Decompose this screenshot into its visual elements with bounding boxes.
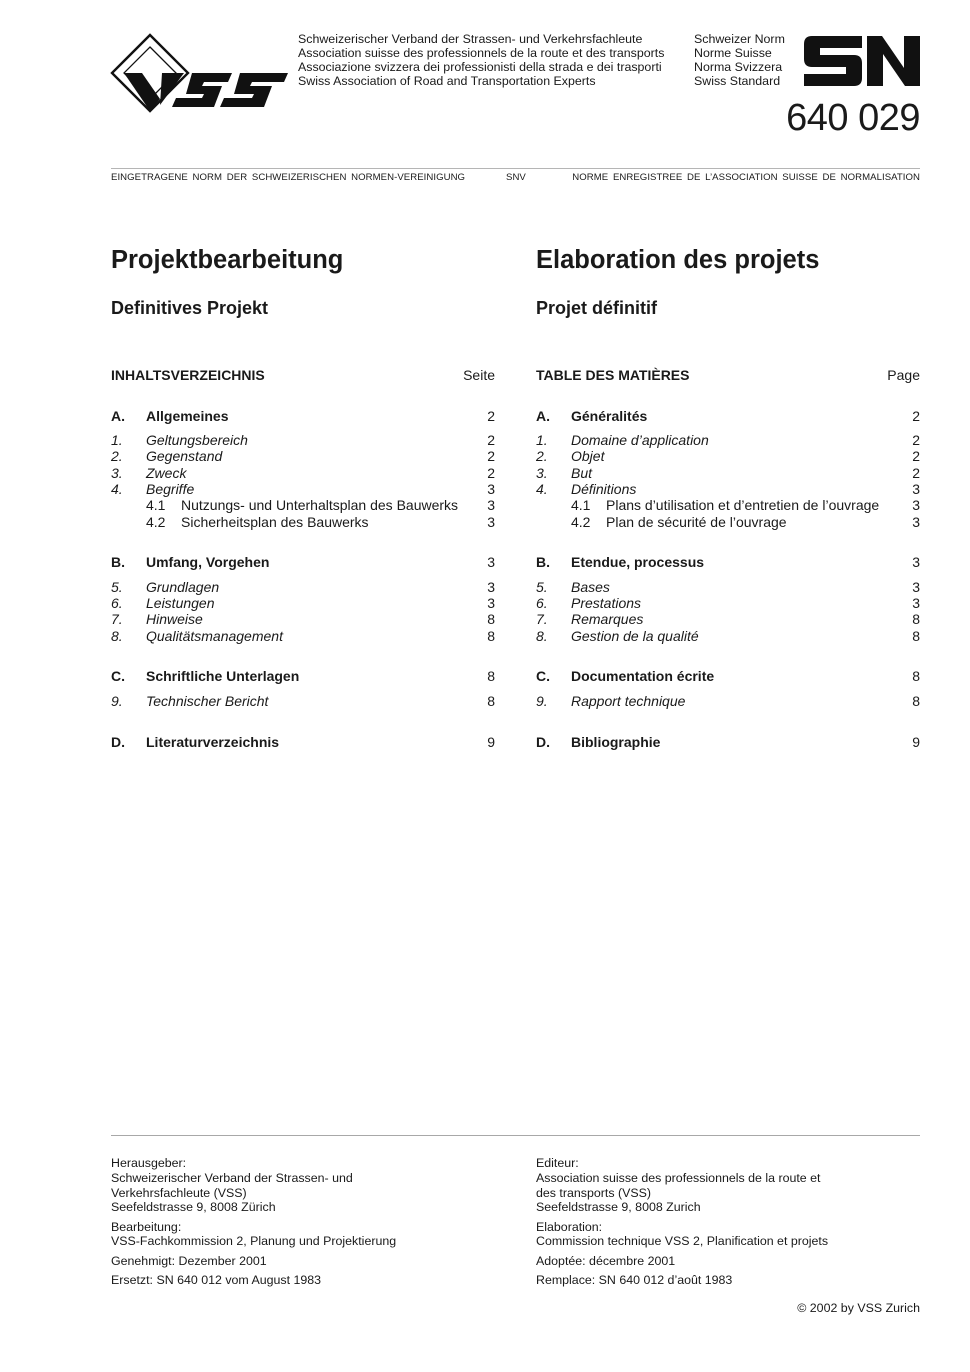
toc-entry-title: Gestion de la qualité (571, 628, 699, 644)
publisher-line-fr-3: Seefeldstrasse 9, 8008 Zurich (536, 1200, 701, 1214)
toc-entry-title: Prestations (571, 595, 642, 611)
toc-entry-title: Généralités (571, 408, 648, 424)
processing-line-fr: Commission technique VSS 2, Planification et projets (536, 1234, 829, 1248)
toc-entry-title: Umfang, Vorgehen (146, 554, 270, 570)
toc-entry-page: 3 (912, 514, 920, 530)
toc-entry-title: Sicherheitsplan des Bauwerks (181, 514, 369, 530)
toc-entry-title: Grundlagen (146, 579, 220, 595)
toc-entry-title: Définitions (571, 481, 637, 497)
toc-entry-page: 3 (487, 579, 495, 595)
toc-entry-page: 3 (912, 595, 920, 611)
toc-entry-number: D. (536, 734, 550, 750)
toc-entry-title: But (571, 465, 593, 481)
toc-entry-number: 9. (111, 693, 123, 709)
toc-header-de (111, 367, 495, 384)
toc-entry-title: Technischer Bericht (146, 693, 269, 709)
toc-entry-page: 8 (487, 628, 495, 644)
toc-entry-page: 8 (912, 628, 920, 644)
toc-entry-page: 2 (912, 408, 920, 424)
organization-name-de: Schweizerischer Verband der Strassen- und Verkehrsfachleute (298, 32, 643, 46)
processing-label-fr: Elaboration: (536, 1220, 603, 1234)
toc-entry-number: 6. (536, 595, 548, 611)
standard-type-fr: Norme Suisse (694, 46, 772, 60)
toc-entry-number: 5. (111, 579, 123, 595)
toc-entry-number: 4.2 (146, 514, 166, 530)
toc-entry-number: 4.2 (571, 514, 591, 530)
toc-entry-title: Gegenstand (146, 448, 223, 464)
toc-entry-page: 8 (487, 668, 495, 684)
toc-entry-title: Rapport technique (571, 693, 686, 709)
toc-entry-title: Nutzungs- und Unterhaltsplan des Bauwerks (181, 497, 459, 513)
publisher-label-fr: Editeur: (536, 1156, 579, 1170)
toc-entry-number: 3. (111, 465, 123, 481)
toc-entry-number: C. (536, 668, 550, 684)
toc-entry-page: 2 (487, 448, 495, 464)
toc-entry-title: Allgemeines (146, 408, 229, 424)
toc-entry-number: 7. (111, 611, 123, 627)
toc-entry-title: Domaine d’application (571, 432, 709, 448)
toc-entry-page: 3 (912, 554, 920, 570)
standard-type-en: Swiss Standard (694, 74, 781, 88)
toc-entry-page: 3 (912, 481, 920, 497)
toc-entry-number: A. (536, 408, 550, 424)
toc-entry-number: 6. (111, 595, 123, 611)
toc-entry-title: Begriffe (146, 481, 195, 497)
toc-entry-number: 9. (536, 693, 548, 709)
standard-type-de: Schweizer Norm (694, 32, 785, 46)
toc-entry-title: Geltungsbereich (146, 432, 248, 448)
toc-entry-title: Hinweise (146, 611, 203, 627)
document-title-de: Projektbearbeitung (111, 246, 344, 274)
toc-entry-page: 3 (487, 481, 495, 497)
header-divider (111, 168, 920, 169)
organization-names (298, 32, 664, 88)
toc-header-fr (536, 367, 920, 384)
toc-entry-number: 8. (111, 628, 123, 644)
publisher-label-de: Herausgeber: (111, 1156, 187, 1170)
toc-entry-number: 8. (536, 628, 548, 644)
toc-entry-page: 8 (912, 611, 920, 627)
toc-entry-page: 2 (912, 465, 920, 481)
sn-logo-icon (804, 36, 921, 86)
registration-note-de: EINGETRAGENE NORM DER SCHWEIZERISCHEN NORMEN-VEREINIGUNG (111, 172, 466, 183)
toc-entry-title: Bibliographie (571, 734, 661, 750)
toc-entry-title: Plan de sécurité de l’ouvrage (606, 514, 787, 530)
standard-number: 640 029 (786, 97, 920, 139)
toc-entry-title: Leistungen (146, 595, 215, 611)
toc-entry-page: 3 (487, 595, 495, 611)
toc-entry-title: Zweck (146, 465, 187, 481)
replaces-fr: Remplace: SN 640 012 d’août 1983 (536, 1273, 733, 1287)
toc-entry-number: 5. (536, 579, 548, 595)
toc-entry-title: Plans d’utilisation et d’entretien de l’ouvrage (606, 497, 880, 513)
publisher-line-de-3: Seefeldstrasse 9, 8008 Zürich (111, 1200, 276, 1214)
replaces-de: Ersetzt: SN 640 012 vom August 1983 (111, 1273, 322, 1287)
toc-entry-number: 4.1 (146, 497, 166, 513)
organization-name-fr: Association suisse des professionnels de la route et des transports (298, 46, 665, 60)
toc-entry-page: 3 (487, 514, 495, 530)
toc-entry-page: 9 (487, 734, 495, 750)
toc-entry-page: 3 (487, 554, 495, 570)
toc-entry-number: A. (111, 408, 125, 424)
toc-entry-number: 1. (536, 432, 548, 448)
toc-entry-number: 2. (536, 448, 548, 464)
toc-entry-title: Remarques (571, 611, 644, 627)
toc-page-heading-de: Seite (463, 367, 495, 383)
toc-entry-number: C. (111, 668, 125, 684)
toc-entry-number: 2. (111, 448, 123, 464)
approved-fr: Adoptée: décembre 2001 (536, 1254, 676, 1268)
copyright-notice: © 2002 by VSS Zurich (797, 1301, 920, 1315)
publisher-line-de-1: Schweizerischer Verband der Strassen- und (111, 1171, 353, 1185)
processing-line-de: VSS-Fachkommission 2, Planung und Projektierung (111, 1234, 397, 1248)
toc-entry-page: 8 (912, 693, 920, 709)
standard-type-names (694, 32, 785, 88)
toc-entry-title: Bases (571, 579, 610, 595)
toc-entry-number: 3. (536, 465, 548, 481)
vss-logo-icon (110, 33, 290, 115)
toc-entry-number: 4.1 (571, 497, 591, 513)
toc-entry-number: 1. (111, 432, 123, 448)
document-subtitle-fr: Projet définitif (536, 298, 657, 318)
toc-page-heading-fr: Page (887, 367, 920, 383)
publisher-line-de-2: Verkehrsfachleute (VSS) (111, 1186, 247, 1200)
toc-entry-title: Documentation écrite (571, 668, 715, 684)
registration-note-fr: NORME ENREGISTREE DE L’ASSOCIATION SUISSE DE NORMALISATION (572, 172, 920, 183)
toc-entry-page: 2 (912, 432, 920, 448)
toc-entry-number: B. (536, 554, 550, 570)
publisher-line-fr-1: Association suisse des professionnels de la route et (536, 1171, 821, 1185)
toc-entry-page: 2 (487, 408, 495, 424)
toc-entry-number: D. (111, 734, 125, 750)
processing-label-de: Bearbeitung: (111, 1220, 182, 1234)
toc-entry-page: 8 (487, 693, 495, 709)
toc-entry-title: Literaturverzeichnis (146, 734, 280, 750)
toc-entry-page: 3 (912, 497, 920, 513)
registration-snv: SNV (506, 172, 526, 183)
toc-heading-fr: TABLE DES MATIÈRES (536, 367, 690, 383)
toc-heading-de: INHALTSVERZEICHNIS (111, 367, 265, 383)
toc-entry-page: 8 (487, 611, 495, 627)
toc-entry-number: 4. (111, 481, 123, 497)
document-subtitle-de: Definitives Projekt (111, 298, 269, 318)
toc-entry-number: 7. (536, 611, 548, 627)
toc-entry-page: 2 (487, 432, 495, 448)
organization-name-en: Swiss Association of Road and Transportation Experts (298, 74, 596, 88)
toc-entry-page: 8 (912, 668, 920, 684)
document-title-fr: Elaboration des projets (536, 246, 820, 274)
toc-entry-number: 4. (536, 481, 548, 497)
toc-entry-title: Schriftliche Unterlagen (146, 668, 300, 684)
toc-entry-title: Qualitätsmanagement (146, 628, 283, 644)
footer-divider (111, 1135, 920, 1136)
toc-entry-number: B. (111, 554, 125, 570)
approved-de: Genehmigt: Dezember 2001 (111, 1254, 267, 1268)
toc-entry-page: 2 (487, 465, 495, 481)
organization-name-it: Associazione svizzera dei professionisti della strada e dei trasporti (298, 60, 662, 74)
publisher-line-fr-2: des transports (VSS) (536, 1186, 652, 1200)
standard-type-it: Norma Svizzera (694, 60, 783, 74)
toc-entry-title: Etendue, processus (571, 554, 705, 570)
toc-entry-page: 2 (912, 448, 920, 464)
toc-entry-page: 9 (912, 734, 920, 750)
toc-entry-page: 3 (487, 497, 495, 513)
toc-entry-title: Objet (571, 448, 605, 464)
toc-entry-page: 3 (912, 579, 920, 595)
